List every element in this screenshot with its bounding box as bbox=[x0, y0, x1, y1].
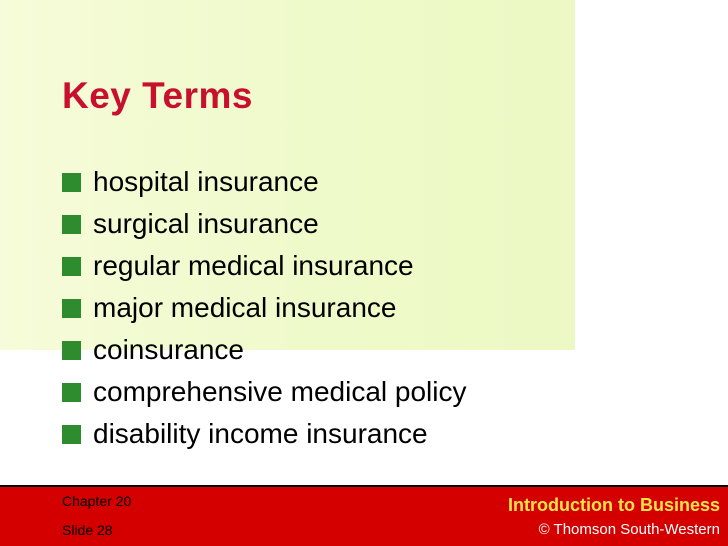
chapter-label: Chapter 20 bbox=[62, 493, 132, 509]
list-item-text: surgical insurance bbox=[93, 208, 319, 239]
list-item bbox=[62, 203, 467, 245]
bullet-square-icon bbox=[62, 383, 81, 402]
list-item-text: hospital insurance bbox=[93, 166, 319, 197]
slide-number: Slide 28 bbox=[62, 522, 113, 538]
list-item-text: disability income insurance bbox=[93, 418, 428, 449]
copyright-text: © Thomson South-Western bbox=[538, 521, 720, 538]
slide-title: Key Terms bbox=[62, 75, 253, 116]
list-item bbox=[62, 413, 467, 455]
list-item-text: comprehensive medical policy bbox=[93, 376, 467, 407]
key-terms-list bbox=[62, 161, 467, 455]
course-title: Introduction to Business bbox=[507, 495, 720, 515]
list-item-text: regular medical insurance bbox=[93, 250, 414, 281]
bullet-square-icon bbox=[62, 257, 81, 276]
list-item bbox=[62, 329, 467, 371]
list-item bbox=[62, 371, 467, 413]
list-item-text: major medical insurance bbox=[93, 292, 397, 323]
list-item bbox=[62, 161, 467, 203]
bullet-square-icon bbox=[62, 299, 81, 318]
list-item bbox=[62, 287, 467, 329]
slide-footer bbox=[0, 485, 728, 546]
bullet-square-icon bbox=[62, 173, 81, 192]
bullet-square-icon bbox=[62, 341, 81, 360]
bullet-square-icon bbox=[62, 215, 81, 234]
bullet-square-icon bbox=[62, 425, 81, 444]
list-item bbox=[62, 245, 467, 287]
list-item-text: coinsurance bbox=[93, 334, 244, 365]
